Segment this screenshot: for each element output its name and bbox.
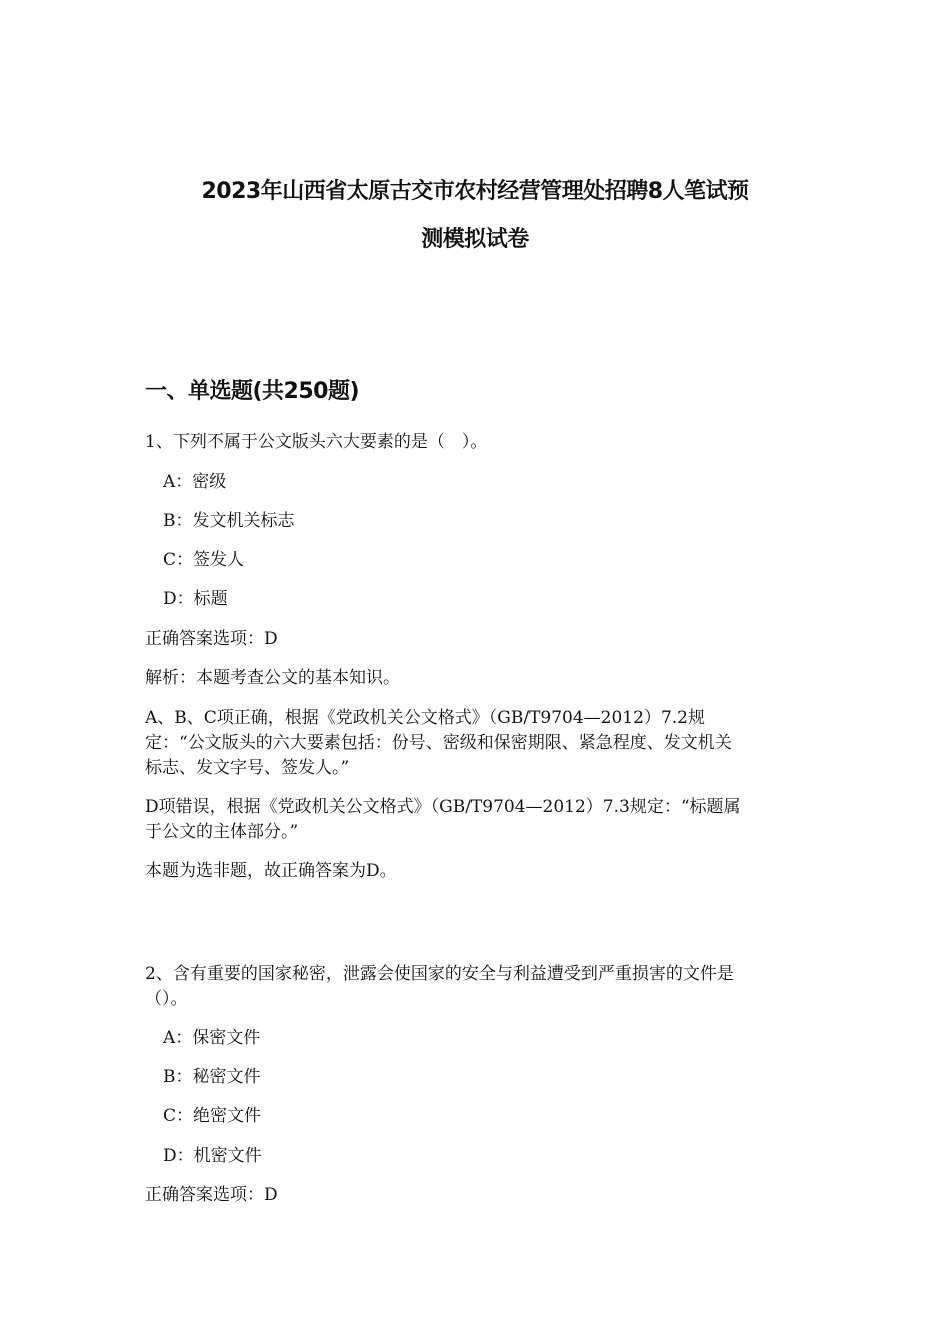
document-title-line-2: 测模拟试卷	[421, 227, 529, 252]
question-2-option-b: B：秘密文件	[163, 1067, 261, 1087]
document-title-line-1: 2023年山西省太原古交市农村经营管理处招聘8人笔试预	[201, 179, 749, 204]
question-1-stem: 1、下列不属于公文版头六大要素的是（ ）。	[145, 432, 488, 452]
question-1-analysis-line: D项错误，根据《党政机关公文格式》（GB/T9704—2012）7.3规定：“标题属	[145, 797, 741, 817]
question-1-option-a: A：密级	[163, 472, 227, 492]
question-2-stem-continued: （）。	[145, 989, 188, 1009]
document-title	[140, 168, 810, 264]
question-1-analysis-line: 定：“公文版头的六大要素包括：份号、密级和保密期限、紧急程度、发文机关	[145, 733, 732, 753]
question-2-option-d: D：机密文件	[163, 1146, 262, 1166]
question-1-analysis-line: 于公文的主体部分。”	[145, 822, 299, 842]
question-1-analysis-line: 标志、发文字号、签发人。”	[145, 758, 350, 778]
question-1-analysis-line: A、B、C项正确，根据《党政机关公文格式》（GB/T9704—2012）7.2规	[145, 708, 705, 728]
question-1-answer: 正确答案选项：D	[145, 629, 278, 649]
question-2-option-c: C：绝密文件	[163, 1106, 262, 1126]
question-1-analysis-intro: 解析：本题考查公文的基本知识。	[145, 668, 400, 688]
question-1-option-c: C：签发人	[163, 550, 245, 570]
question-2-answer: 正确答案选项：D	[145, 1185, 278, 1205]
question-2-option-a: A：保密文件	[163, 1028, 261, 1048]
section-heading: 一、单选题(共250题)	[145, 379, 360, 404]
question-1-analysis-conclusion: 本题为选非题，故正确答案为D。	[145, 861, 397, 881]
question-2-stem: 2、含有重要的国家秘密，泄露会使国家的安全与利益遭受到严重损害的文件是	[145, 964, 734, 984]
question-1-option-b: B：发文机关标志	[163, 511, 295, 531]
question-1-option-d: D：标题	[163, 589, 228, 609]
